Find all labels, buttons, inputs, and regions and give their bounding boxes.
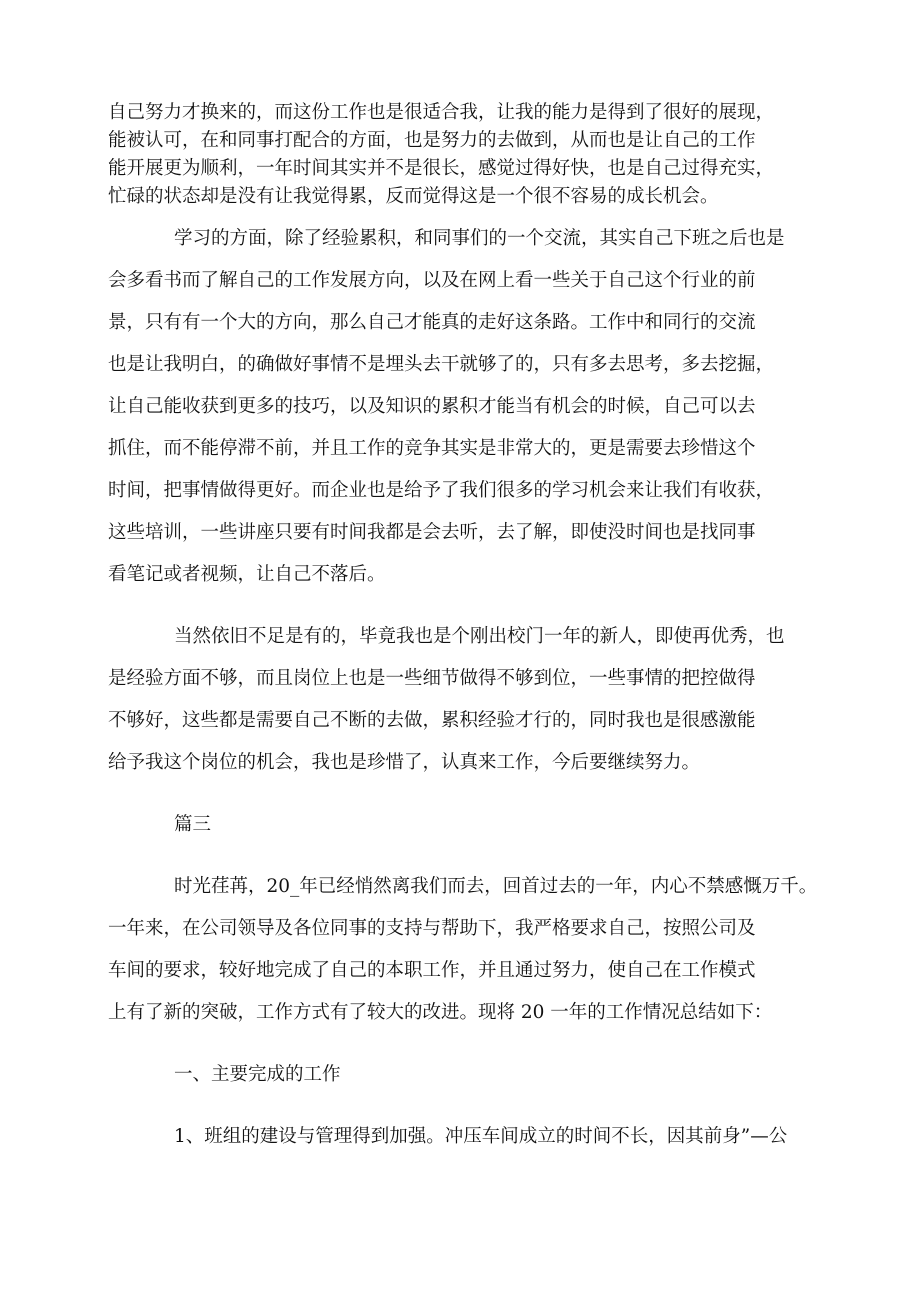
paragraph-3-line-3: 不够好，这些都是需要自己不断的去做，累积经验才行的，同时我也是很感激能 [108, 710, 756, 731]
paragraph-4-line-1: 时光荏苒，20_年已经悄然离我们而去，回首过去的一年，内心不禁感慨万千。 [174, 876, 818, 897]
paragraph-1-line-1: 自己努力才换来的，而这份工作也是很适合我，让我的能力是得到了很好的展现， [108, 102, 775, 123]
paragraph-1-line-4: 忙碌的状态却是没有让我觉得累，反而觉得这是一个很不容易的成长机会。 [108, 186, 719, 207]
section-heading: 篇三 [174, 814, 212, 835]
paragraph-2-line-7: 时间，把事情做得更好。而企业也是给予了我们很多的学习机会来让我们有收获， [108, 480, 775, 501]
paragraph-2-line-8: 这些培训，一些讲座只要有时间我都是会去听，去了解，即使没时间也是找同事 [108, 522, 756, 543]
paragraph-2-line-1: 学习的方面，除了经验累积，和同事们的一个交流，其实自己下班之后也是 [174, 228, 785, 249]
paragraph-2-line-3: 景，只有有一个大的方向，那么自己才能真的走好这条路。工作中和同行的交流 [108, 312, 756, 333]
paragraph-2-line-6: 抓住，而不能停滞不前，并且工作的竞争其实是非常大的，更是需要去珍惜这个 [108, 438, 756, 459]
paragraph-3-line-1: 当然依旧不足是有的，毕竟我也是个刚出校门一年的新人，即使再优秀，也 [174, 626, 785, 647]
paragraph-2-line-2: 会多看书而了解自己的工作发展方向，以及在网上看一些关于自己这个行业的前 [108, 270, 756, 291]
paragraph-3-line-2: 是经验方面不够，而且岗位上也是一些细节做得不够到位，一些事情的把控做得 [108, 668, 756, 689]
paragraph-2-line-4: 也是让我明白，的确做好事情不是埋头去干就够了的，只有多去思考，多去挖掘， [108, 354, 775, 375]
paragraph-5-line-1: 1、班组的建设与管理得到加强。冲压车间成立的时间不长，因其前身”—公 [174, 1126, 788, 1147]
paragraph-1-line-3: 能开展更为顺利，一年时间其实并不是很长，感觉过得好快，也是自己过得充实， [108, 158, 775, 179]
paragraph-2-line-5: 让自己能收获到更多的技巧，以及知识的累积才能当有机会的时候，自己可以去 [108, 396, 756, 417]
paragraph-1-line-2: 能被认可，在和同事打配合的方面，也是努力的去做到，从而也是让自己的工作 [108, 130, 756, 151]
paragraph-4-line-3: 车间的要求，较好地完成了自己的本职工作，并且通过努力，使自己在工作模式 [108, 960, 756, 981]
subheading: 一、主要完成的工作 [174, 1064, 341, 1085]
paragraph-4-line-2: 一年来，在公司领导及各位同事的支持与帮助下，我严格要求自己，按照公司及 [108, 918, 756, 939]
paragraph-3-line-4: 给予我这个岗位的机会，我也是珍惜了，认真来工作，今后要继续努力。 [108, 752, 701, 773]
paragraph-4-line-4: 上有了新的突破，工作方式有了较大的改进。现将 20 一年的工作情况总结如下： [108, 1002, 773, 1023]
paragraph-2-line-9: 看笔记或者视频，让自己不落后。 [108, 564, 386, 585]
